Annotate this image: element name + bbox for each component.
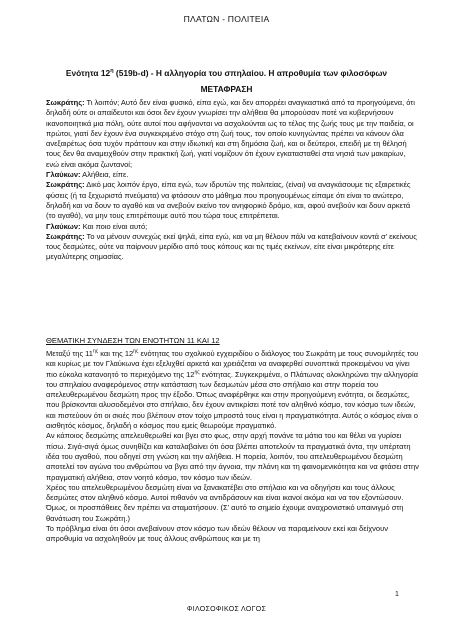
- unit-title-pre: Ενότητα 12: [65, 68, 111, 78]
- thematic-paragraph: Αν κάποιος δεσμώτης απελευθερωθεί και βγει στο φως, στην αρχή πονάνε τα μάτια του και θέλει να γυρίσει πίσω. Σιγά-σιγά όμως συνηθίζει και καταλαβαίνει ότι όσα βλέπει αποτελούν τα πραγματικά όντα, την υπέρτατη ιδέα του αγαθού, που οδηγεί στη γνώση και την αλήθεια. Η πορεία, λοιπόν, του απελευθερωμένου δεσμώτη αποτελεί τον αγώνα του ανθρώπου να βγει από την άγνοια, την πλάνη και τη φαινομενικότητα και να φτάσει στην πραγματική αλήθεια, στον νοητό κόσμο, τον κόσμο των ιδεών.: [46, 431, 419, 482]
- dialogue-text: [46, 98, 419, 263]
- dialogue-paragraph: [46, 98, 419, 170]
- superscript: ης: [92, 348, 99, 355]
- text-run: ενότητας του σχολικού εγχειριδίου ο διάλογος του Σωκράτη με τους συνομιλητές του και κυρίως με τον Γλαύκωνα έχει εξελιχθεί αρκετά και χρειάζεται να αναφερθεί συνοπτικά προκειμένου να γίνει πιο εύκολα κατανοητό το περιεχόμενο της 12: [46, 349, 419, 379]
- dialogue-paragraph: [46, 222, 419, 232]
- page-footer: ΦΙΛΟΣΟΦΙΚΟΣ ΛΟΓΟΣ: [186, 606, 267, 613]
- text-run: ενότητας. Συγκεκριμένα, ο Πλάτωνας ολοκληρώνει την αλληγορία του σπηλαίου αναφερόμενος στην κατάσταση των δεσμωτών μέσα στο σπήλαιο και στην πορεία του απελευθερωμένου δεσμώτη προς την έξοδο. Όπως αναφέρθηκε και στην προηγούμενη ενότητα, οι δεσμώτες, που βρίσκονται αλυσοδεμένοι στο σπήλαιο, δεν έχουν αντικρίσει ποτέ τον αληθινό κόσμο, τον κόσμο των ιδεών, και πιστεύουν ότι οι σκιές που βλέπουν στον τοίχο μπροστά τους είναι η πραγματικότητα. Αυτός ο κόσμος είναι ο αισθητός κόσμος, δηλαδή ο κόσμος που εμείς θεωρούμε πραγματικό.: [46, 369, 418, 431]
- page-number: 1: [395, 591, 399, 598]
- dialogue-line: Δικό μας λοιπόν έργο, είπα εγώ, των ιδρυτών της πολιτείας, (είναι) να αναγκάσουμε τις εξαιρετικές φύσεις (ή τα ξεχωριστά πνεύματα) να φτάσουν στο μάθημα που προηγουμένως είπαμε ότι είναι το ανώτερο, δηλαδή και να δουν το αγαθό και να ανεβούν εκείνο τον ανηφορικό δρόμο, και, αφού ανεβούν και δουν αρκετά (το αγαθό), να μην τους επιτρέπουμε αυτό που τώρα τους επιτρέπεται.: [46, 180, 411, 221]
- section-title: ΘΕΜΑΤΙΚΗ ΣΥΝΔΕΣΗ ΤΩΝ ΕΝΟΤΗΤΩΝ 11 ΚΑΙ 12: [46, 336, 220, 345]
- thematic-text: [46, 349, 419, 545]
- dialogue-line: Τι λοιπόν; Αυτό δεν είναι φυσικό, είπα εγώ, και δεν απορρέει αναγκαστικά από τα προηγούμενα, ότι δηλαδή ούτε οι απαίδευτοι και όσοι δεν έχουν γνωρίσει την αλήθεια θα μπορούσαν ποτέ να κυβερνήσουν ικανοποιητικά μια πόλη, ούτε αυτοί που αφήνονται να ασχολούνται ως το τέλος της ζωής τους με την παιδεία, οι πρώτοι, γιατί δεν έχουν ένα συγκεκριμένο στόχο στη ζωή τους, τον οποίο κυνηγώντας πρέπει να κάνουν όλα ανεξαιρέτως όσα τυχόν πράττουν και στην ιδιωτική και στη δημόσια ζωή, και οι δεύτεροι, επειδή με τη θέλησή τους δεν θα αναμειχθούν στην πρακτική ζωή, γιατί νομίζουν ότι έχουν εγκατασταθεί στα νησιά των μακαρίων, ενώ είναι ακόμα ζωντανοί;: [46, 98, 415, 169]
- dialogue-paragraph: [46, 170, 419, 180]
- thematic-paragraph: [46, 349, 419, 431]
- dialogue-paragraph: [46, 180, 419, 221]
- text-run: και της 12: [98, 349, 134, 358]
- unit-title-post: (519b-d) - Η αλληγορία του σπηλαίου. Η απροθυμία των φιλοσόφων: [113, 68, 388, 78]
- superscript: ης: [133, 348, 139, 355]
- speaker-label: Σωκράτης:: [46, 180, 85, 190]
- speaker-label: Σωκράτης:: [46, 98, 85, 107]
- speaker-label: Γλαύκων:: [46, 170, 81, 180]
- dialogue-line: Και ποιο είναι αυτό;: [80, 221, 148, 231]
- translation-heading: ΜΕΤΑΦΡΑΣΗ: [200, 84, 253, 94]
- dialogue-paragraph: [46, 232, 419, 263]
- dialogue-line: Το να μένουν συνεχώς εκεί ψηλά, είπα εγώ, και να μη θέλουν πάλι να κατεβαίνουν κοντά σ’ εκείνους τους δεσμώτες, ούτε να παίρνουν μερίδιο από τους κόπους και τις τιμές εκείνων, είτε είναι μικρότερης είτε μεγαλύτερης σημασίας.: [46, 231, 417, 262]
- speaker-label: Γλαύκων:: [46, 221, 81, 231]
- speaker-label: Σωκράτης:: [46, 231, 85, 241]
- text-run: Μεταξύ της 11: [46, 349, 93, 358]
- unit-title: [24, 68, 429, 78]
- thematic-paragraph: Το πρόβλημα είναι ότι όσοι ανεβαίνουν στον κόσμο των ιδεών θέλουν να παραμείνουν εκεί και δείχνουν απροθυμία να ασχοληθούν με τους άλλους ανθρώπους και με τη: [46, 524, 388, 544]
- dialogue-line: Αλήθεια, είπε.: [80, 170, 129, 180]
- unit-title-sup: η: [110, 68, 114, 75]
- page-header: ΠΛΑΤΩΝ - ΠΟΛΙΤΕΙΑ: [183, 14, 270, 24]
- thematic-paragraph: Χρέος του απελευθερωμένου δεσμώτη είναι να ξανακατέβει στο σπήλαιο και να οδηγήσει και τους άλλους δεσμώτες στον αληθινό κόσμο. Αυτοί πιθανόν να αντιδράσουν και είναι ικανοί ακόμα και να τον εξοντώσουν. Όμως, οι προσπάθειες δεν πρέπει να σταματήσουν. (Σ’ αυτό το σημείο έχουμε αναχρονιστικό υπαινιγμό στη θανάτωση του Σωκράτη.): [46, 482, 404, 523]
- superscript: ης: [194, 369, 200, 376]
